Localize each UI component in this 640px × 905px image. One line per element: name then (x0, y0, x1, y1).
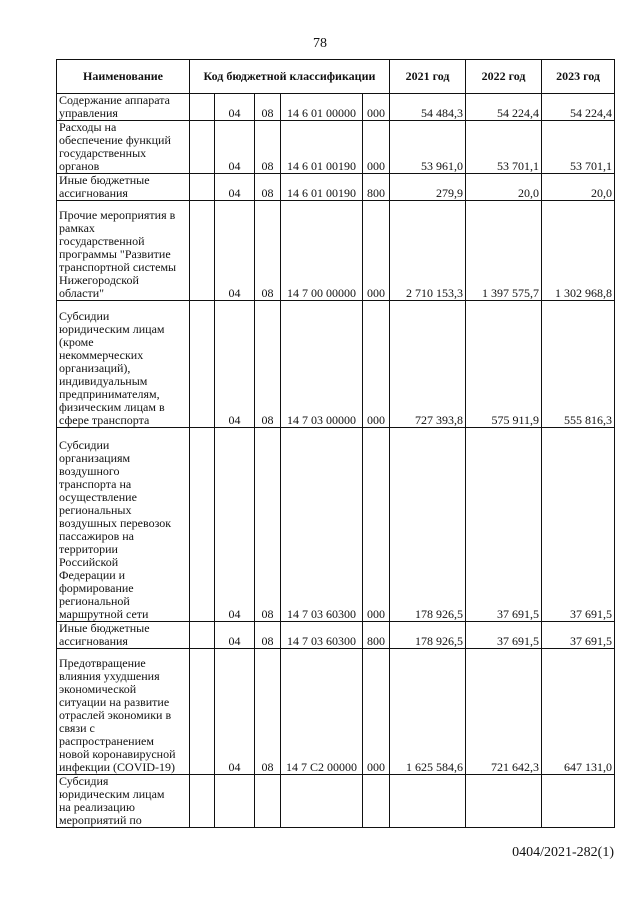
code-subsection: 08 (255, 174, 281, 201)
amount-2023: 20,0 (542, 174, 615, 201)
row-name-line: связи с (59, 721, 95, 735)
amount-2023: 37 691,5 (542, 622, 615, 649)
row-name-line: органов (59, 159, 100, 173)
amount-2022: 1 397 575,7 (466, 201, 542, 301)
row-name-line: транспортной системы (59, 260, 177, 274)
code-blank (190, 201, 215, 301)
row-name-line: воздушных перевозок (59, 516, 172, 530)
row-name (57, 428, 190, 622)
code-blank (190, 622, 215, 649)
code-expense-type: 000 (363, 301, 390, 428)
amount-2021: 2 710 153,3 (390, 201, 466, 301)
code-section: 04 (215, 94, 255, 121)
code-expense-type: 800 (363, 174, 390, 201)
row-name-line: организациям (59, 451, 131, 465)
table-row (57, 201, 615, 301)
row-name-line: территории (59, 542, 118, 556)
row-name-line: Субсидии (59, 438, 110, 452)
row-name-line: (кроме (59, 335, 94, 349)
row-name-line: пассажиров на (59, 529, 134, 543)
amount-2023: 647 131,0 (542, 649, 615, 775)
row-name-line: обеспечение функций (59, 133, 171, 147)
header-2022: 2022 год (466, 60, 542, 94)
row-name-line: распространением (59, 734, 154, 748)
row-name-line: новой коронавирусной (59, 747, 176, 761)
amount-2021: 53 961,0 (390, 121, 466, 174)
row-name-line: индивидуальным (59, 374, 148, 388)
amount-2022: 37 691,5 (466, 622, 542, 649)
amount-2021 (390, 775, 466, 828)
row-name (57, 649, 190, 775)
row-name (57, 121, 190, 174)
row-name-line: Содержание аппарата (59, 93, 170, 107)
amount-2023 (542, 775, 615, 828)
amount-2021: 54 484,3 (390, 94, 466, 121)
code-expense-type: 000 (363, 201, 390, 301)
code-target-article: 14 6 01 00000 (281, 94, 363, 121)
row-name-line: влияния ухудшения (59, 669, 160, 683)
row-name-line: ассигнования (59, 634, 128, 648)
row-name-line: управления (59, 106, 118, 120)
code-subsection (255, 775, 281, 828)
row-name-line: экономической (59, 682, 137, 696)
code-target-article: 14 7 03 00000 (281, 301, 363, 428)
table-row (57, 94, 615, 121)
code-blank (190, 94, 215, 121)
code-expense-type: 000 (363, 121, 390, 174)
code-target-article (281, 775, 363, 828)
amount-2023: 53 701,1 (542, 121, 615, 174)
amount-2021: 178 926,5 (390, 428, 466, 622)
code-section: 04 (215, 622, 255, 649)
row-name-line: Расходы на (59, 120, 117, 134)
code-subsection: 08 (255, 94, 281, 121)
amount-2023: 1 302 968,8 (542, 201, 615, 301)
row-name-line: Российской (59, 555, 119, 569)
code-target-article: 14 7 C2 00000 (281, 649, 363, 775)
row-name-line: осуществление (59, 490, 137, 504)
document-code: 0404/2021-282(1) (512, 845, 614, 860)
row-name-line: региональных (59, 503, 132, 517)
row-name-line: Предотвращение (59, 656, 146, 670)
row-name-line: Иные бюджетные (59, 173, 150, 187)
row-name-line: рамках (59, 221, 95, 235)
amount-2023: 37 691,5 (542, 428, 615, 622)
code-target-article: 14 7 03 60300 (281, 428, 363, 622)
amount-2021: 727 393,8 (390, 301, 466, 428)
table-row (57, 121, 615, 174)
code-section: 04 (215, 649, 255, 775)
row-name-line: формирование (59, 581, 134, 595)
page-number: 78 (313, 36, 327, 51)
amount-2022: 20,0 (466, 174, 542, 201)
row-name-line: мероприятий по (59, 813, 142, 827)
code-section: 04 (215, 428, 255, 622)
code-blank (190, 428, 215, 622)
code-blank (190, 121, 215, 174)
row-name (57, 622, 190, 649)
row-name-line: государственной (59, 234, 145, 248)
row-name-line: Субсидии (59, 309, 110, 323)
table-row (57, 428, 615, 622)
row-name (57, 775, 190, 828)
row-name (57, 301, 190, 428)
code-target-article: 14 7 00 00000 (281, 201, 363, 301)
row-name (57, 94, 190, 121)
row-name-line: некоммерческих (59, 348, 144, 362)
code-blank (190, 301, 215, 428)
row-name-line: Федерации и (59, 568, 126, 582)
row-name-line: региональной (59, 594, 130, 608)
code-subsection: 08 (255, 622, 281, 649)
amount-2022: 53 701,1 (466, 121, 542, 174)
row-name-line: Прочие мероприятия в (59, 208, 176, 222)
row-name-line: области" (59, 286, 105, 300)
row-name-line: юридическим лицам (59, 787, 165, 801)
amount-2022: 575 911,9 (466, 301, 542, 428)
amount-2021: 279,9 (390, 174, 466, 201)
row-name-line: инфекции (COVID-19) (59, 760, 176, 774)
table-row (57, 775, 615, 828)
amount-2022: 37 691,5 (466, 428, 542, 622)
code-section (215, 775, 255, 828)
header-2023: 2023 год (542, 60, 615, 94)
row-name-line: юридическим лицам (59, 322, 165, 336)
row-name-line: предпринимателям, (59, 387, 160, 401)
code-blank (190, 775, 215, 828)
code-expense-type: 000 (363, 649, 390, 775)
row-name-line: физическим лицам в (59, 400, 165, 414)
header-code: Код бюджетной классификации (190, 60, 390, 94)
code-expense-type: 000 (363, 94, 390, 121)
table-row (57, 301, 615, 428)
code-subsection: 08 (255, 428, 281, 622)
amount-2022: 54 224,4 (466, 94, 542, 121)
row-name-line: программы "Развитие (59, 247, 171, 261)
header-name: Наименование (57, 60, 190, 94)
table-row (57, 649, 615, 775)
amount-2023: 54 224,4 (542, 94, 615, 121)
code-blank (190, 649, 215, 775)
code-section: 04 (215, 174, 255, 201)
code-target-article: 14 6 01 00190 (281, 121, 363, 174)
amount-2022: 721 642,3 (466, 649, 542, 775)
code-subsection: 08 (255, 121, 281, 174)
code-target-article: 14 6 01 00190 (281, 174, 363, 201)
code-subsection: 08 (255, 301, 281, 428)
row-name (57, 201, 190, 301)
row-name-line: отраслей экономики в (59, 708, 172, 722)
code-section: 04 (215, 301, 255, 428)
row-name-line: маршрутной сети (59, 607, 149, 621)
row-name-line: ситуации на развитие (59, 695, 170, 709)
row-name-line: государственных (59, 146, 147, 160)
code-section: 04 (215, 121, 255, 174)
row-name (57, 174, 190, 201)
row-name-line: организаций), (59, 361, 131, 375)
row-name-line: Иные бюджетные (59, 621, 150, 635)
code-expense-type (363, 775, 390, 828)
header-2021: 2021 год (390, 60, 466, 94)
table-header-row (57, 60, 615, 94)
budget-table (56, 59, 615, 828)
row-name-line: Нижегородской (59, 273, 139, 287)
code-section: 04 (215, 201, 255, 301)
table-row (57, 174, 615, 201)
code-subsection: 08 (255, 201, 281, 301)
table-row (57, 622, 615, 649)
amount-2022 (466, 775, 542, 828)
row-name-line: Субсидия (59, 774, 109, 788)
row-name-line: на реализацию (59, 800, 135, 814)
code-expense-type: 000 (363, 428, 390, 622)
amount-2021: 178 926,5 (390, 622, 466, 649)
code-subsection: 08 (255, 649, 281, 775)
amount-2021: 1 625 584,6 (390, 649, 466, 775)
row-name-line: транспорта на (59, 477, 132, 491)
code-blank (190, 174, 215, 201)
row-name-line: ассигнования (59, 186, 128, 200)
code-target-article: 14 7 03 60300 (281, 622, 363, 649)
row-name-line: воздушного (59, 464, 120, 478)
code-expense-type: 800 (363, 622, 390, 649)
amount-2023: 555 816,3 (542, 301, 615, 428)
row-name-line: сфере транспорта (59, 413, 150, 427)
